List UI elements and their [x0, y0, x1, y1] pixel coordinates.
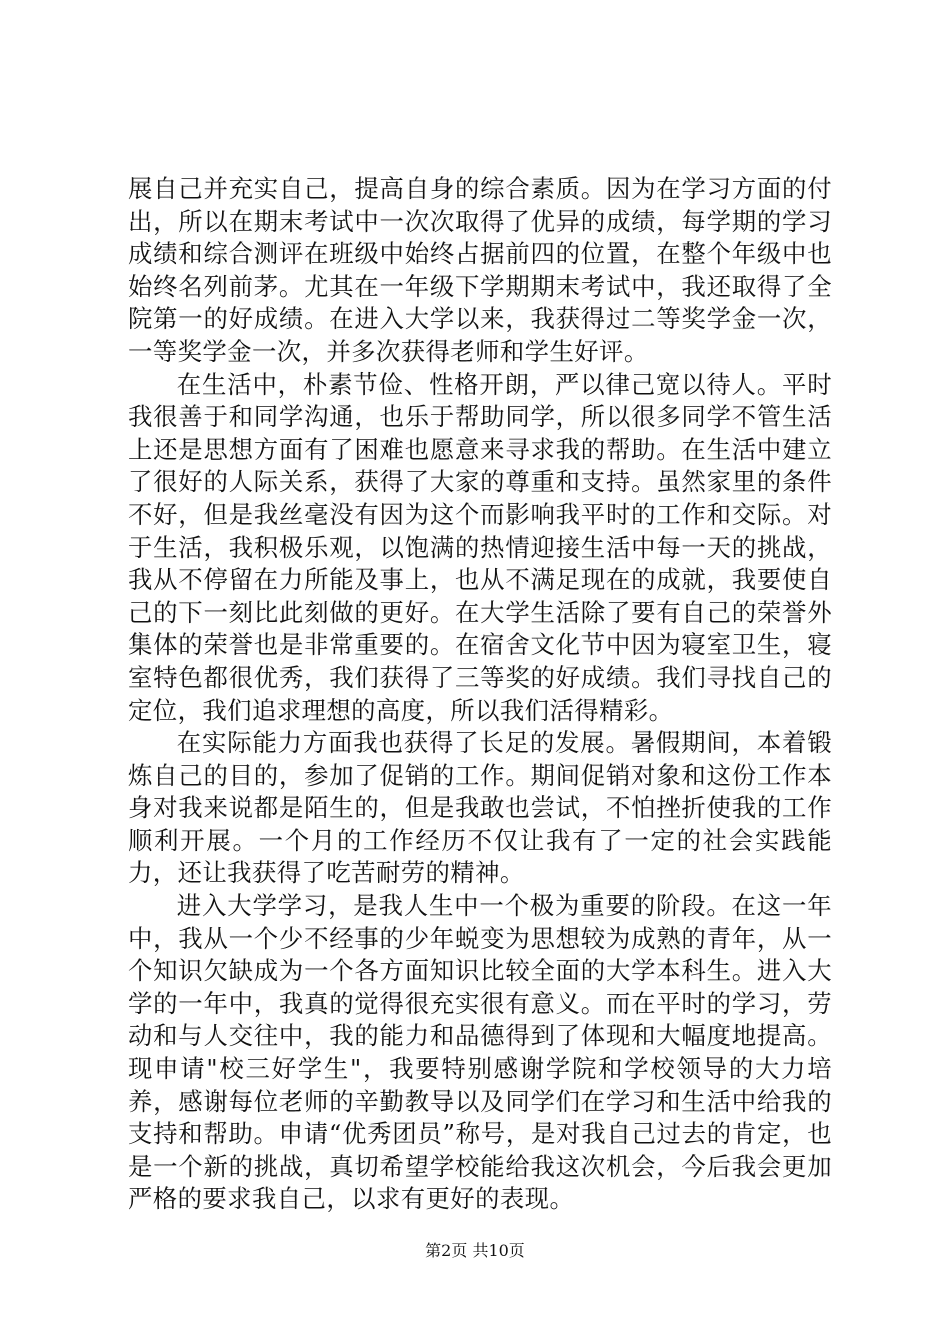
paragraph-2: 在生活中，朴素节俭、性格开朗，严以律己宽以待人。平时我很善于和同学沟通，也乐于帮助同学，所以很多同学不管生活上还是思想方面有了困难也愿意来寻求我的帮助。在生活中建立了很好的人际关系，获得了大家的尊重和支持。虽然家里的条件不好，但是我丝毫没有因为这个而影响我平时的工作和交际。对于生活，我积极乐观，以饱满的热情迎接生活中每一天的挑战，我从不停留在力所能及事上，也从不满足现在的成就，我要使自己的下一刻比此刻做的更好。在大学生活除了要有自己的荣誉外集体的荣誉也是非常重要的。在宿舍文化节中因为寝室卫生，寝室特色都很优秀，我们获得了三等奖的好成绩。我们寻找自己的定位，我们追求理想的高度，所以我们活得精彩。 — [128, 369, 832, 725]
paragraph-4: 进入大学学习，是我人生中一个极为重要的阶段。在这一年中，我从一个少不经事的少年蜕变为思想较为成熟的青年，从一个知识欠缺成为一个各方面知识比较全面的大学本科生。进入大学的一年中，我真的觉得很充实很有意义。而在平时的学习，劳动和与人交往中，我的能力和品德得到了体现和大幅度地提高。现申请"校三好学生"，我要特别感谢学院和学校领导的大力培养，感谢每位老师的辛勤教导以及同学们在学习和生活中给我的支持和帮助。申请“优秀团员”称号，是对我自己过去的肯定，也是一个新的挑战，真切希望学校能给我这次机会，今后我会更加严格的要求我自己，以求有更好的表现。 — [128, 891, 832, 1214]
document-body — [128, 173, 832, 1216]
paragraph-3: 在实际能力方面我也获得了长足的发展。暑假期间，本着锻炼自己的目的，参加了促销的工作。期间促销对象和这份工作本身对我来说都是陌生的，但是我敢也尝试，不怕挫折使我的工作顺利开展。一个月的工作经历不仅让我有了一定的社会实践能力，还让我获得了吃苦耐劳的精神。 — [128, 728, 832, 888]
paragraph-1: 展自己并充实自己，提高自身的综合素质。因为在学习方面的付出，所以在期末考试中一次次取得了优异的成绩，每学期的学习成绩和综合测评在班级中始终占据前四的位置，在整个年级中也始终名列前茅。尤其在一年级下学期期末考试中，我还取得了全院第一的好成绩。在进入大学以来，我获得过二等奖学金一次，一等奖学金一次，并多次获得老师和学生好评。 — [128, 174, 832, 366]
page-number-footer: 第2页 共10页 — [425, 1241, 525, 1260]
